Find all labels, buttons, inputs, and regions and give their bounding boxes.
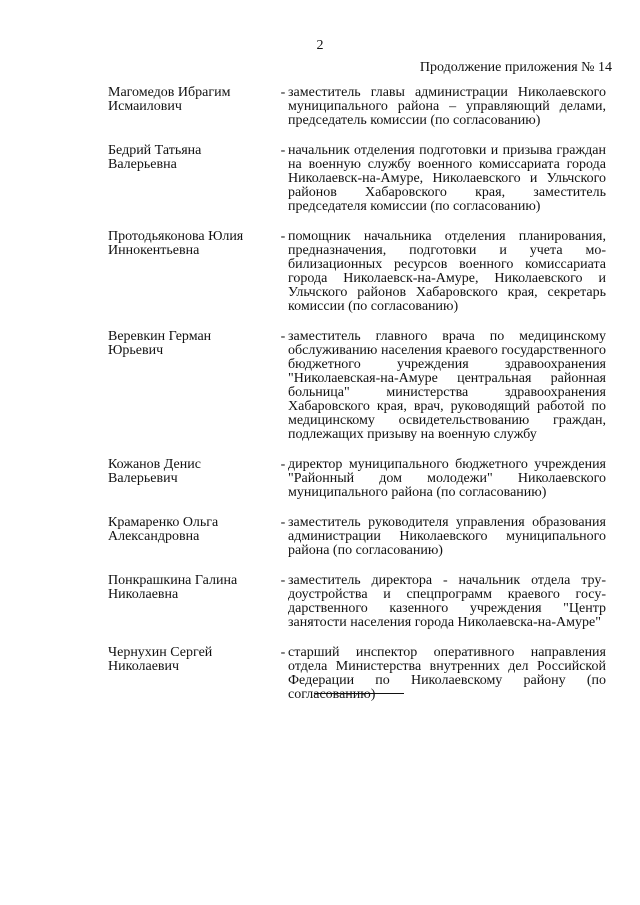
continuation-label: Продолжение приложения № 14 [419, 60, 612, 75]
member-entry [108, 574, 606, 630]
member-name: Магомедов Ибрагим Исмаилович [108, 85, 231, 114]
member-entry [108, 86, 606, 128]
member-name: Чернухин Сергей Николаевич [108, 645, 213, 674]
member-dash: - [280, 329, 286, 344]
member-entry [108, 458, 606, 500]
commission-roster [108, 86, 606, 702]
closing-rule [314, 693, 404, 694]
page-number: 2 [316, 38, 324, 53]
member-role: начальник отделения подготовки и призыва граждан на военную службу военного комиссариата города Николаевск-на-Амуре, Николаевского и Ульчского районов Хабаровского края, заместитель председателя комиссии (по согласованию) [288, 143, 606, 214]
member-entry [108, 230, 606, 314]
member-dash: - [280, 85, 286, 100]
member-name: Кожанов Денис Валерьевич [108, 457, 201, 486]
member-name: Веревкин Герман Юрьевич [108, 329, 212, 358]
member-role: заместитель директора - начальник отдела трудоустройства и спецпрограмм краевого государственного казенного учреждения "Центр занятости населения города Николаевска-на-Амуре" [288, 573, 606, 630]
member-role: директор муниципального бюджетного учреждения "Районный дом молодежи" Николаевского муниципального района (по согласованию) [288, 457, 606, 500]
member-entry [108, 144, 606, 214]
member-dash: - [280, 573, 286, 588]
member-role: заместитель руководителя управления образования администрации Николаевского муниципального района (по согласованию) [288, 515, 606, 558]
member-role: помощник начальника отделения планирования, предназначения, подготовки и учета мобилизационных ресурсов военного комиссариата города Николаевск-на-Амуре, Николаевского и Ульчского районов Хабаровского края, секретарь комиссии (по согласованию) [288, 229, 606, 314]
member-role: заместитель главного врача по медицинскому обслуживанию населения краевого государственного бюджетного учреждения здравоохранения "Николаевская-на-Амуре центральная районная больница" министерства здравоохранения Хабаровского края, врач, руководящий работой по медицинскому освидетельствованию граждан, подлежащих призыву на военную службу [288, 329, 606, 442]
member-dash: - [280, 515, 286, 530]
member-entry [108, 516, 606, 558]
member-name: Протодьяконова Юлия Иннокентьевна [108, 229, 244, 258]
member-role: заместитель главы администрации Николаевского муниципального района – управляющий делами, председатель комиссии (по согласованию) [288, 85, 606, 128]
member-dash: - [280, 229, 286, 244]
member-dash: - [280, 645, 286, 660]
member-role: старший инспектор оперативного направления отдела Министерства внутренних дел Российской Федерации по Николаевскому району (по согласованию) [288, 645, 606, 702]
member-name: Бедрий Татьяна Валерьевна [108, 143, 202, 172]
member-name: Понкрашкина Галина Николаевна [108, 573, 238, 602]
member-name: Крамаренко Ольга Александровна [108, 515, 219, 544]
member-entry [108, 330, 606, 442]
member-dash: - [280, 143, 286, 158]
member-dash: - [280, 457, 286, 472]
